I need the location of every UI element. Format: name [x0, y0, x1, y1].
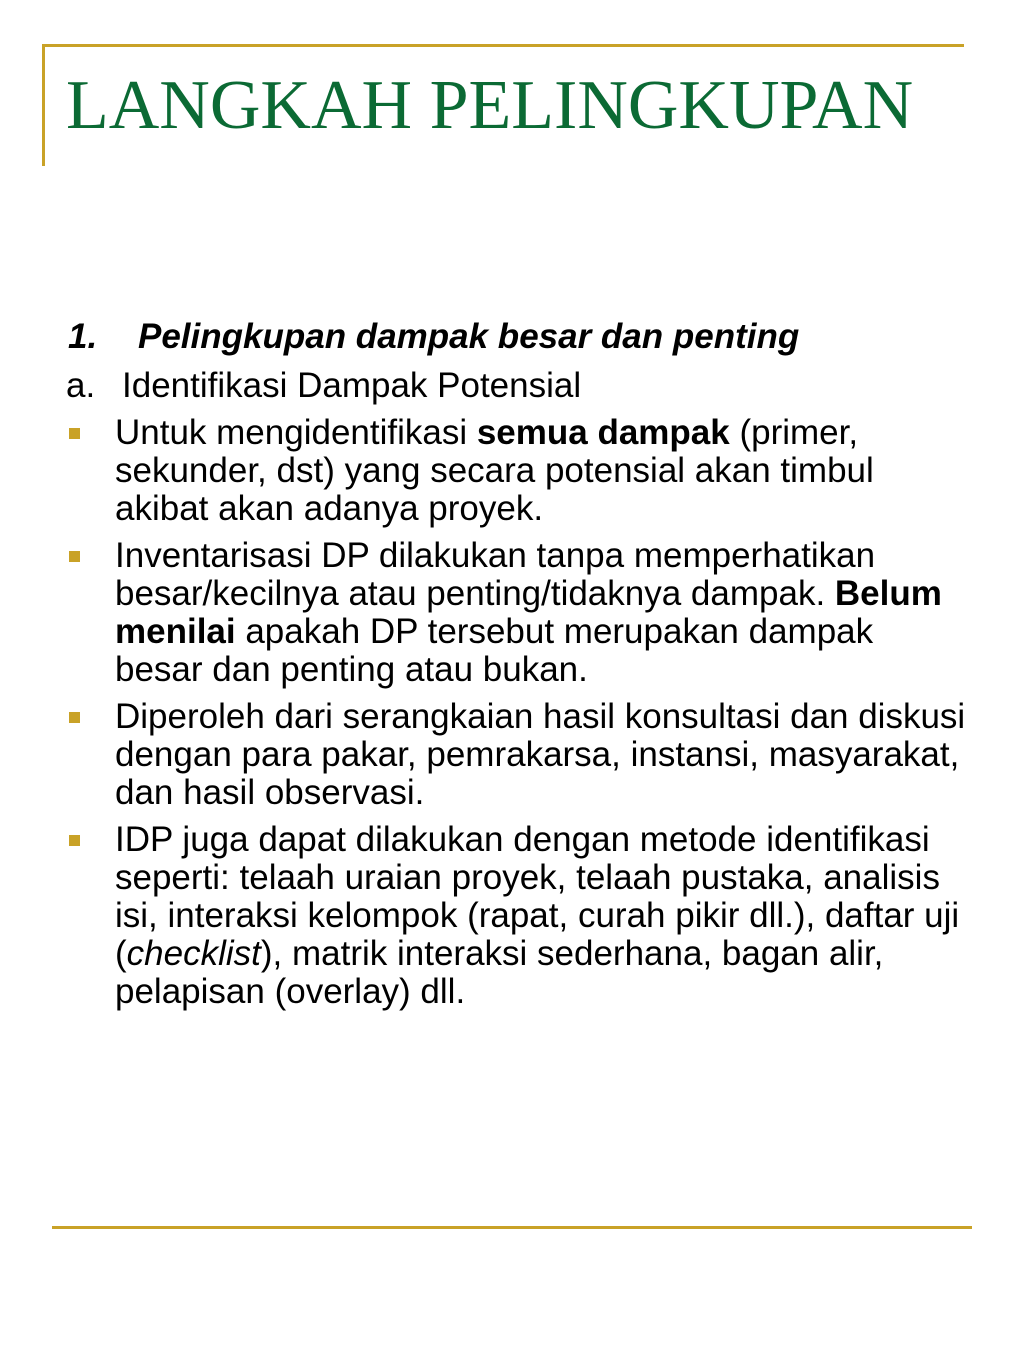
square-bullet-icon [69, 835, 80, 846]
bullet-text: (primer, sekunder, dst) yang secara potensial akan timbul akibat akan adanya proyek. [115, 413, 874, 528]
bullet-text: Diperoleh dari serangkaian hasil konsultasi dan diskusi dengan para pakar, pemrakarsa, instansi, masyarakat, dan hasil observasi. [115, 697, 966, 812]
title-accent-vertical-line [42, 44, 45, 166]
bullet-text: IDP juga dapat dilakukan dengan metode identifikasi seperti: telaah uraian proyek, telaah pustaka, analisis isi, interaksi kelompok (rapat, curah pikir dll.), daftar uji ( [115, 820, 960, 973]
square-bullet-icon [69, 712, 80, 723]
title-accent-horizontal-line [42, 44, 964, 47]
bullet-item-sources [66, 698, 966, 812]
section-number: 1. [68, 317, 98, 356]
bullet-item-methods [66, 821, 966, 1011]
slide-content [66, 318, 966, 1020]
sub-heading-letter: a. [66, 366, 96, 405]
sub-heading [66, 367, 966, 405]
footer-divider-line [52, 1226, 972, 1229]
bullet-text: apakah DP tersebut merupakan dampak besar dan penting atau bukan. [115, 612, 874, 689]
bullet-text: Inventarisasi DP dilakukan tanpa memperhatikan besar/kecilnya atau penting/tidaknya dampak. [115, 536, 876, 613]
sub-heading-text: Identifikasi Dampak Potensial [122, 366, 582, 405]
square-bullet-icon [69, 428, 80, 439]
bullet-item-inventory [66, 537, 966, 689]
bullet-italic-text: checklist [126, 934, 261, 973]
bullet-bold-text: semua dampak [476, 413, 730, 452]
section-heading-text: Pelingkupan dampak besar dan penting [138, 317, 800, 356]
section-heading [68, 318, 966, 356]
slide-title: LANGKAH PELINGKUPAN [66, 67, 914, 144]
bullet-item-all-impacts [66, 414, 966, 528]
bullet-bold-text: Belum menilai [115, 574, 942, 651]
square-bullet-icon [69, 551, 80, 562]
bullet-list [66, 414, 966, 1011]
bullet-text: Untuk mengidentifikasi [115, 413, 477, 452]
bullet-text: ), matrik interaksi sederhana, bagan alir, pelapisan (overlay) dll. [115, 934, 884, 1011]
